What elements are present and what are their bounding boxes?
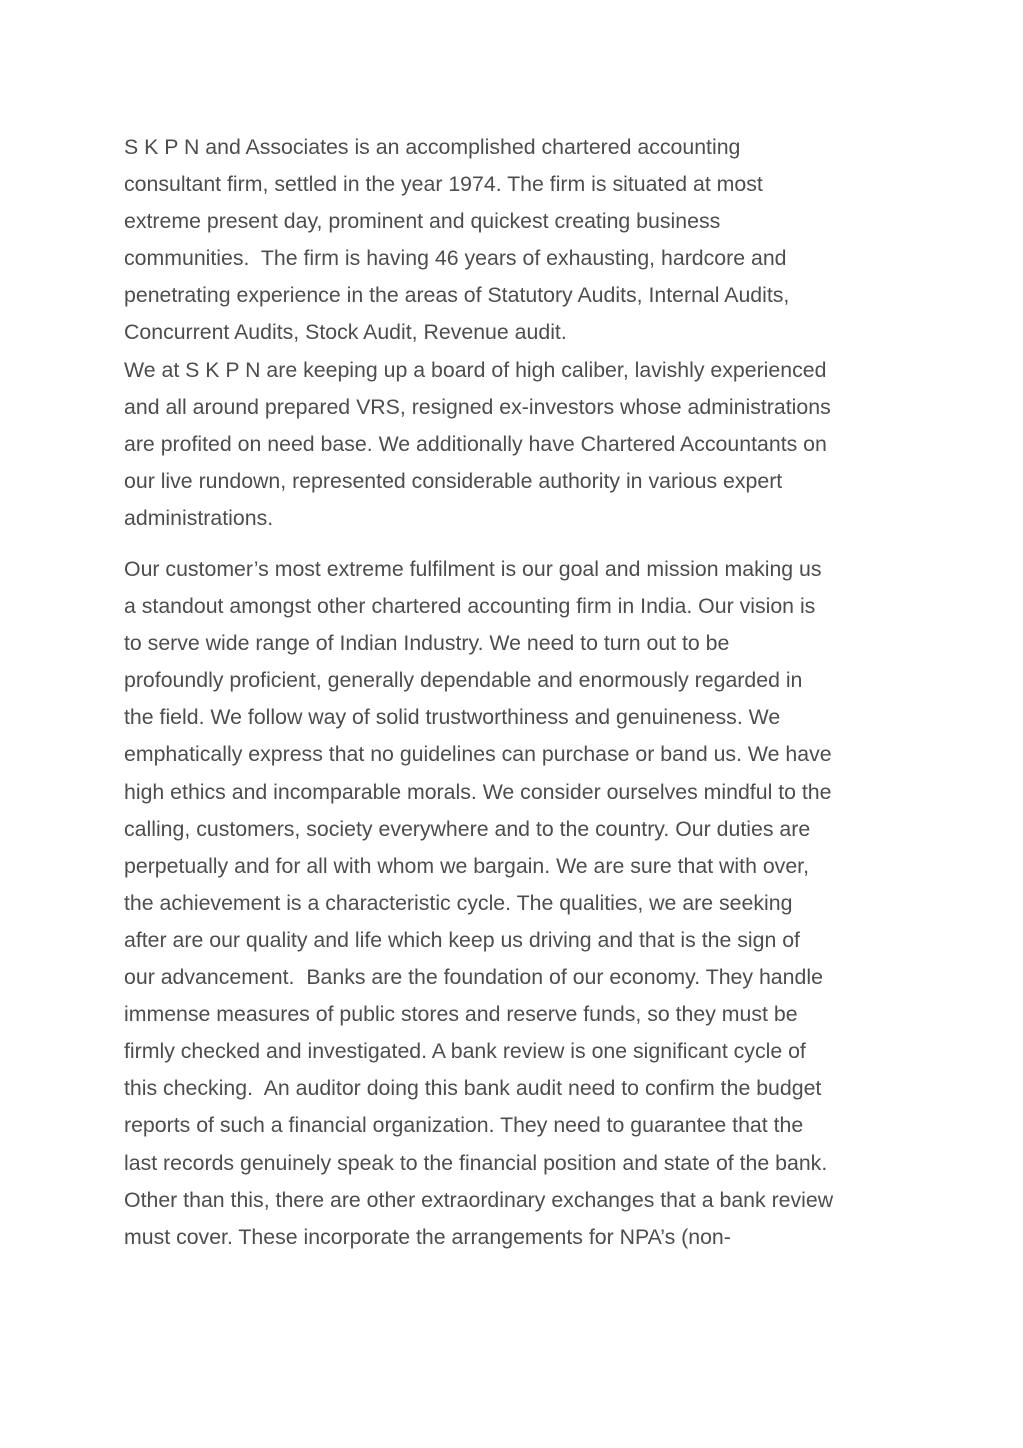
text-line: the field. We follow way of solid trustworthiness and genuineness. We — [124, 705, 781, 730]
text-line: administrations. — [124, 505, 274, 530]
text-line: after are our quality and life which keep us driving and that is the sign of — [124, 927, 800, 952]
text-line: our live rundown, represented considerable authority in various expert — [124, 468, 783, 493]
text-line: S K P N and Associates is an accomplished chartered accounting — [124, 135, 741, 159]
text-line: high ethics and incomparable morals. We consider ourselves mindful to the — [124, 779, 832, 804]
text-line: emphatically express that no guidelines can purchase or band us. We have — [124, 742, 832, 767]
text-line: reports of such a financial organization. They need to guarantee that the — [124, 1113, 804, 1138]
text-line: We at S K P N are keeping up a board of high caliber, lavishly experienced — [124, 357, 827, 382]
text-line: Our customer’s most extreme fulfilment is our goal and mission making us — [124, 557, 822, 581]
text-line: a standout amongst other chartered accounting firm in India. Our vision is — [124, 594, 816, 619]
text-line: must cover. These incorporate the arrangements for NPA’s (non- — [124, 1224, 731, 1249]
paragraph-intro — [124, 129, 914, 537]
text-line: last records genuinely speak to the financial position and state of the bank. — [124, 1150, 828, 1175]
text-line: calling, customers, society everywhere and to the country. Our duties are — [124, 816, 811, 841]
text-line: Concurrent Audits, Stock Audit, Revenue audit. — [124, 320, 567, 345]
paragraph-mission — [124, 551, 914, 1256]
text-line: perpetually and for all with whom we bargain. We are sure that with over, — [124, 853, 810, 878]
text-line: firmly checked and investigated. A bank review is one significant cycle of — [124, 1039, 806, 1064]
text-line: communities. The firm is having 46 years of exhausting, hardcore and — [124, 246, 787, 271]
text-line: the achievement is a characteristic cycle. The qualities, we are seeking — [124, 890, 793, 915]
text-line: immense measures of public stores and reserve funds, so they must be — [124, 1002, 798, 1027]
text-line: and all around prepared VRS, resigned ex-investors whose administrations — [124, 394, 831, 419]
text-line: consultant firm, settled in the year 1974. The firm is situated at most — [124, 172, 763, 197]
text-line: our advancement. Banks are the foundation of our economy. They handle — [124, 965, 823, 990]
text-line: Other than this, there are other extraordinary exchanges that a bank review — [124, 1187, 834, 1212]
text-line: extreme present day, prominent and quickest creating business — [124, 209, 721, 234]
text-line: penetrating experience in the areas of Statutory Audits, Internal Audits, — [124, 283, 790, 308]
text-line: are profited on need base. We additionally have Chartered Accountants on — [124, 431, 827, 456]
text-line: profoundly proficient, generally dependable and enormously regarded in — [124, 668, 803, 693]
text-line: to serve wide range of Indian Industry. We need to turn out to be — [124, 631, 730, 656]
text-line: this checking. An auditor doing this bank audit need to confirm the budget — [124, 1076, 822, 1101]
